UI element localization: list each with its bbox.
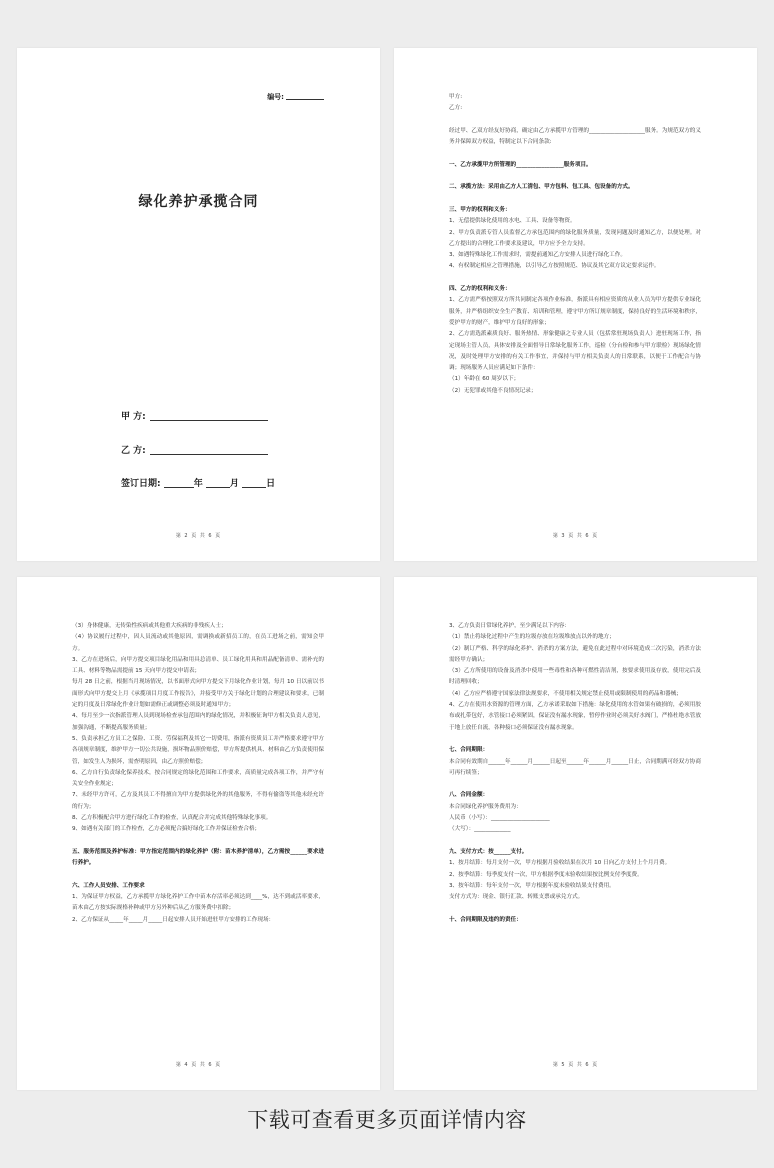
spacer xyxy=(72,870,324,881)
paragraph: （4）乙方应严格遵守国家法律法规要求，不使用相关规定禁止使用或限制使用的药品和器械； xyxy=(449,690,682,697)
year-blank xyxy=(164,487,194,488)
paragraph: 6、乙方自行负责绿化保养技术，按合同规定的绿化范围和工作要求，高质量完成各项工作，并严守有关安全作业规定； xyxy=(72,769,324,788)
page-body xyxy=(449,92,701,397)
paragraph: （3）乙方所使用的设备及消杀中使用一些毒性和各种可燃性清洁剂，按要求使用及存放，使用完后及时清理回收； xyxy=(449,668,701,686)
paragraph: （1）禁止将绿化过程中产生的垃圾存放在垃圾堆放点以外的地方； xyxy=(449,634,615,641)
paragraph: 1、无偿提供绿化使用的水电、工具、设备等物资。 xyxy=(449,218,576,225)
paragraph: 甲方: xyxy=(449,94,463,100)
spacer xyxy=(449,171,701,182)
spacer xyxy=(449,903,701,914)
spacer xyxy=(449,779,701,790)
contract-page-3 xyxy=(394,48,757,561)
paragraph: 每月 28 日之前，根据当月现场情况，以书面形式向甲方提交下月绿化作业计划，每月 10 日以前以书面形式向甲方提交上月《承揽项目月度工作报告》，并接受甲方关于绿化计划的合理建议和要求，已制定的月度及日常绿化作业计划如需修正或调整必须及时通知甲方； xyxy=(72,679,324,709)
year-label: 年 xyxy=(193,479,203,489)
spacer xyxy=(449,734,701,745)
contract-page-4 xyxy=(17,577,380,1090)
section-heading: 二、承揽方法：采用由乙方人工清包、甲方包料、包工具、包设备的方式。 xyxy=(449,184,634,191)
paragraph: 5、负责承担乙方员工之保险、工资、劳保福利及其它一切费用，指派有资质员工并严格要求遵守甲方各项规章制度，维护甲方一切公共设施，损坏物品照价赔偿，甲方所提供机具、材料由乙方负责使用保管，如发生人为损坏，需查明原因，由乙方照价赔偿； xyxy=(72,735,324,765)
paragraph: 1、按月结算：每月支付一次，甲方根据月验收结果在次月 10 日向乙方支付上个月月费。 xyxy=(449,860,671,867)
document-title: 绿化养护承揽合同 xyxy=(138,194,259,210)
party-a-row xyxy=(121,409,268,422)
paragraph: （大写）：_____________ xyxy=(449,826,511,833)
contract-number-blank xyxy=(286,99,324,100)
spacer xyxy=(72,836,324,847)
page-footer: 第 3 页 共 6 页 xyxy=(552,533,599,539)
paragraph: （3）身体健康，无传染性疾病或其他重大疾病的非残疾人士； xyxy=(72,623,227,629)
party-a-blank xyxy=(150,420,268,421)
paragraph: 4、每月至少一次指派管理人员到现场检查承包范围内的绿化情况，并积极征询甲方相关负责人意见，加强沟通，不断提高服务质量； xyxy=(72,713,324,731)
party-b-label: 乙 方: xyxy=(121,446,146,456)
section-heading: 九、支付方式：按______支付。 xyxy=(449,848,528,855)
spacer xyxy=(449,115,701,126)
sign-date-row xyxy=(121,476,275,489)
section-heading: 八、合同金额： xyxy=(449,792,489,799)
section-heading: 六、工作人员安排、工作要求 xyxy=(72,882,145,889)
paragraph: 支付方式为：现金、银行汇款、转账支票或承兑方式。 xyxy=(449,894,584,901)
contract-cover-page xyxy=(17,48,380,561)
contract-number-label: 编号: xyxy=(267,93,284,101)
section-heading: 一、乙方承揽甲方所管理的_________________服务项目。 xyxy=(449,161,592,168)
paragraph: 经过甲、乙双方经友好协商，确定由乙方承揽甲方管理的____________________服务。为规范双方的义务并保障双方权益，特制定以下合同条款: xyxy=(449,127,701,146)
paragraph: 8、乙方积极配合甲方进行绿化工作的检查，认真配合并完成其他特殊绿化事项。 xyxy=(72,815,272,822)
party-b-row xyxy=(121,443,268,456)
paragraph: 2、乙方保证从_____年_____月_____日起安排人员开始进驻甲方安排的工作现场： xyxy=(72,916,275,923)
paragraph: 本合同绿化养护服务费用为： xyxy=(449,803,522,810)
section-heading: 四、乙方的权利和义务： xyxy=(449,286,511,293)
paragraph: 人民币（小写）：_____________________ xyxy=(449,815,550,822)
paragraph: 3、乙方在进场后，向甲方提交项目绿化用品和用具总清单、员工绿化用具和用品配备清单、需补充的工具、材料等物品需提前 15 天向甲方提交申请表； xyxy=(72,656,324,675)
paragraph: 9、如遇有关部门的工作检查，乙方必须配合搞好绿化工作并保证检查合格； xyxy=(72,826,261,833)
paragraph: 3、按年结算：每年支付一次，甲方根据年度末验收结果支付费用。 xyxy=(449,882,615,889)
paragraph: （4）协议履行过程中，因人员流动或其他原因，需调换或新招员工的，在员工进场之前，需知会甲方。 xyxy=(72,634,324,652)
contract-page-5 xyxy=(394,577,757,1090)
paragraph: 3、乙方负责日常绿化养护，至少满足以下内容： xyxy=(449,623,571,629)
paragraph: 4、有权制定相应之管理措施，以引导乙方按照规范、协议及其它双方议定要求运作。 xyxy=(449,263,660,270)
page-footer: 第 4 页 共 6 页 xyxy=(175,1062,222,1068)
paragraph: （2）制订严格、科学的绿化养护、消杀的方案方法，避免在此过程中对环境造成二次污染，消杀方法需经甲方确认； xyxy=(449,645,701,663)
download-caption: 下载可查看更多页面详情内容 xyxy=(247,1108,527,1132)
paragraph: 1、乙方需严格按照双方所共同制定各项作业标准，指派具有相应资质的从业人员为甲方提供专业绿化服务，并严格组织安全生产教育、培训和管理，遵守甲方所订规章制度，保持良好的生活环境和秩序，爱护甲方的财产，维护甲方良好的形象； xyxy=(449,297,701,326)
paragraph: 2、按季结算：每季度支付一次，甲方根据季度末验收结果按比例支付季度费。 xyxy=(449,871,643,878)
sign-date-label: 签订日期: xyxy=(121,479,161,489)
paragraph: 本合同有效期自______年______月______日起至______年______月______日止，合同期满可经双方协商可再行续签； xyxy=(449,758,701,776)
month-label: 月 xyxy=(229,479,239,489)
section-heading: 十、合同期限及违约的责任： xyxy=(449,916,522,923)
day-blank xyxy=(242,487,266,488)
page-footer: 第 2 页 共 6 页 xyxy=(175,533,222,539)
paragraph: 2、乙方需选派素质良好、服务热情、形象健康之专业人员（包括常驻现场负责人）进驻现场工作，指定现场主管人员，具体安排及全面督导日常绿化服务工作，巡检（分台检和参与甲方联检）现场绿化情况，及时处理甲方安排的有关工作事宜，并保持与甲方相关负责人的日常联系，以便于工作配合与协调；现场服务人员应满足如下条件： xyxy=(449,331,701,372)
paragraph: （2）无犯罪或其他不良情况记录； xyxy=(449,387,537,394)
section-heading: 七、合同期限： xyxy=(449,747,489,754)
spacer xyxy=(449,194,701,205)
paragraph: 3、如遇特殊绿化工作需求时，需提前通知乙方安排人员进行绿化工作。 xyxy=(449,252,626,259)
page-body xyxy=(449,621,701,926)
paragraph: （1）年龄在 60 周岁以下； xyxy=(449,376,520,383)
page-footer: 第 5 页 共 6 页 xyxy=(552,1062,599,1068)
paragraph: 2、甲方负责派专管人员监督乙方承包范围内的绿化服务质量，发现问题及时通知乙方，以便处理。对乙方提出的合理化工作要求及建议，甲方应予全力支持。 xyxy=(449,229,701,247)
paragraph: 4、乙方在使用水资源的管理方面，乙方承诺采取如下措施：绿化使用的水管如果有破损的，必须用胶布或扎带包好，水管接口必须紧固，保证没有漏水现象，暂停作业时必须关好水阀门，严格杜绝水管放于地上放任自流，各种接口必须保证没有漏水现象。 xyxy=(449,702,701,731)
spacer xyxy=(449,148,701,159)
spacer xyxy=(449,273,701,284)
day-label: 日 xyxy=(266,479,276,489)
page-body xyxy=(72,621,324,926)
section-heading: 五、服务范围及养护标准：甲方指定范围内的绿化养护（附：苗木养护清单），乙方需按______要求进行养护。 xyxy=(72,848,324,867)
paragraph: 7、未经甲方许可，乙方及其员工不得擅自为甲方提供绿化外的其他服务，不得有偷盗等其他未经允许的行为； xyxy=(72,792,324,810)
paragraph: 1、为保证甲方权益，乙方承揽甲方绿化养护工作中苗木存活率必须达到____%，达不到或活率要求，苗木由乙方按实际规格补种或甲方另外种后从乙方服务费中扣除； xyxy=(72,894,324,912)
party-a-label: 甲 方: xyxy=(121,412,146,422)
paragraph: 乙方: xyxy=(449,105,463,112)
month-blank xyxy=(206,487,230,488)
party-b-blank xyxy=(150,454,268,455)
section-heading: 三、甲方的权利和义务： xyxy=(449,206,511,213)
spacer xyxy=(449,836,701,847)
contract-number-field xyxy=(267,92,324,102)
